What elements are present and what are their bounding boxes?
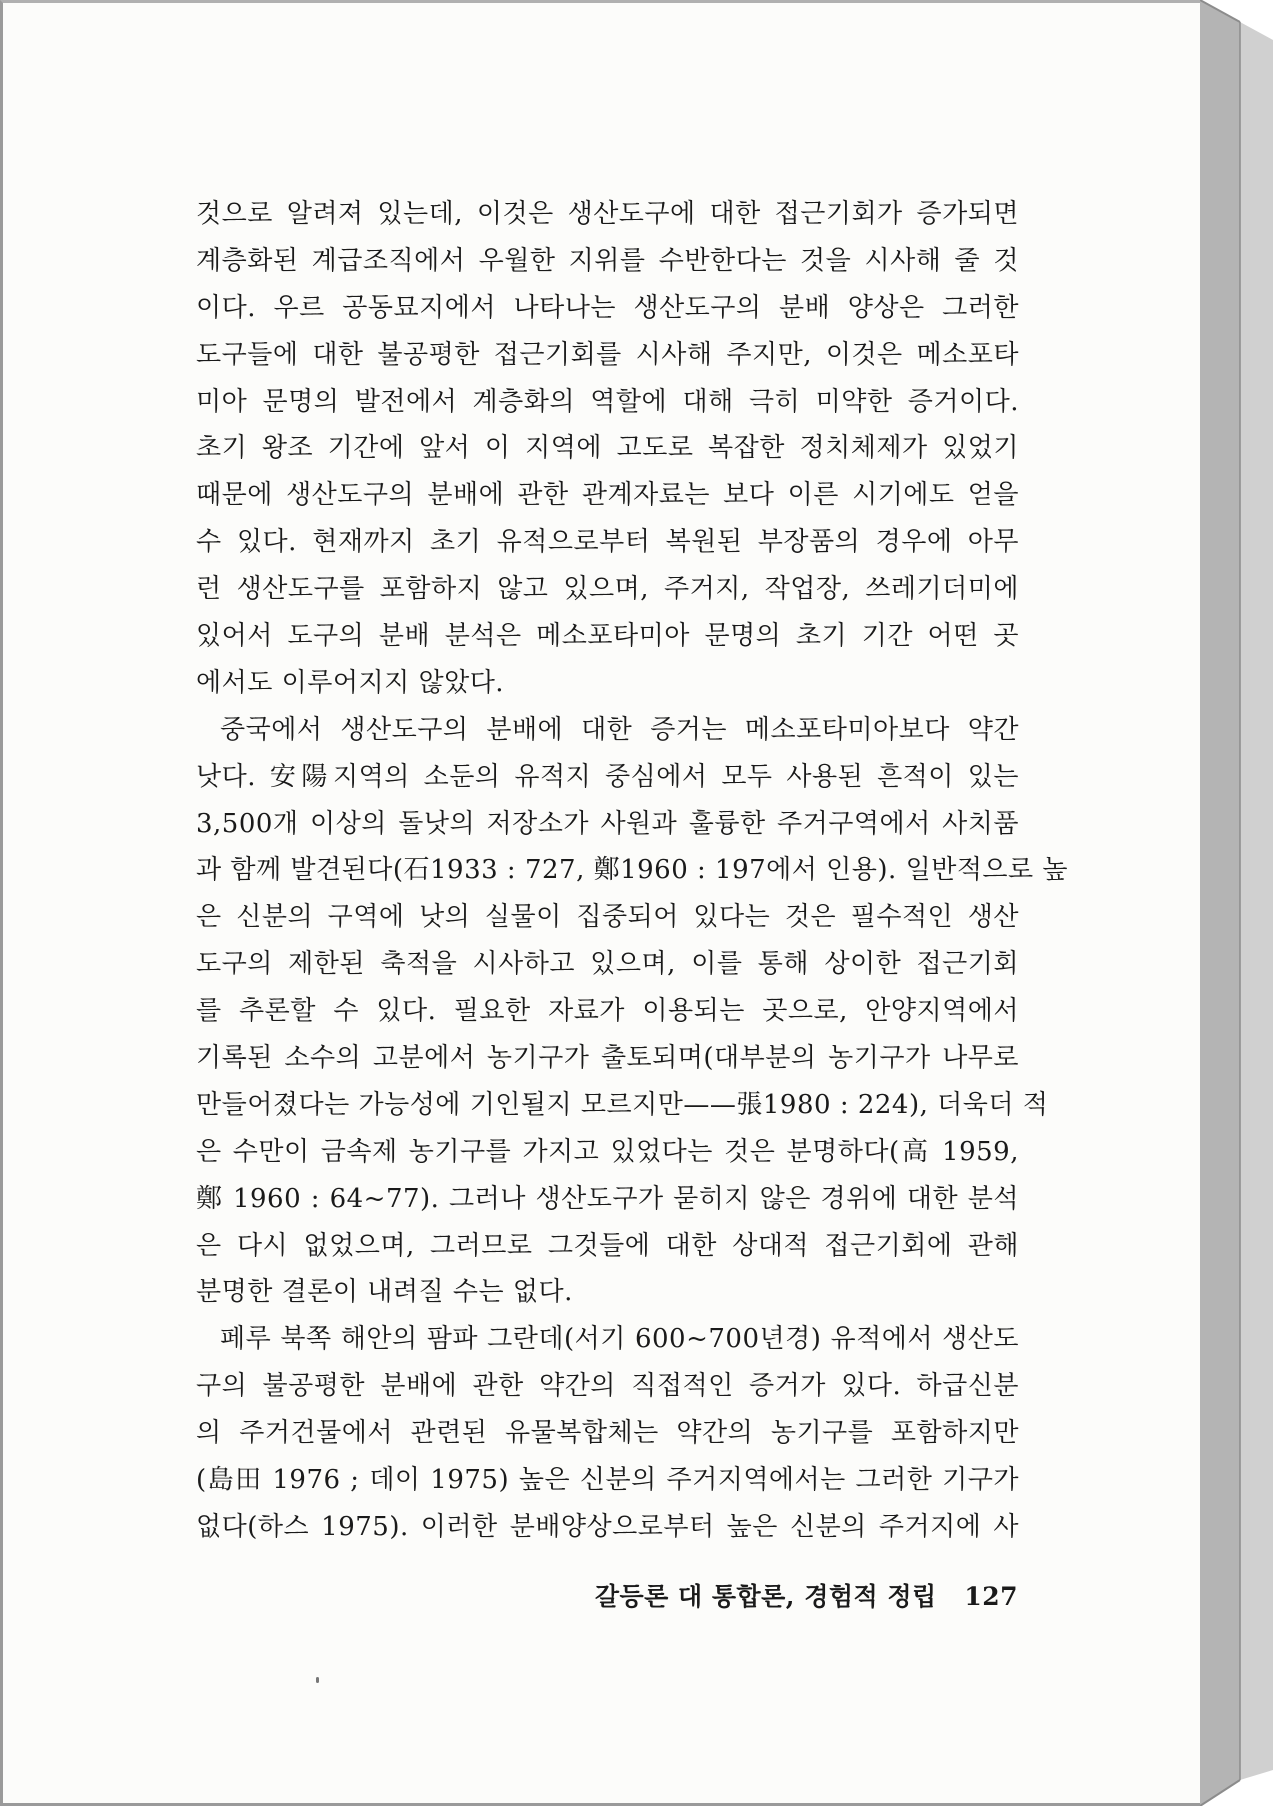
text-line: 의 주거건물에서 관련된 유물복합체는 약간의 농기구를 포함하지만 xyxy=(196,1418,1019,1449)
text-line: 초기 왕조 기간에 앞서 이 지역에 고도로 복잡한 정치체제가 있었기 xyxy=(196,433,1019,464)
text-line: 낫다. 安陽지역의 소둔의 유적지 중심에서 모두 사용된 흔적이 있는 xyxy=(196,761,1019,792)
text-line: 있어서 도구의 분배 분석은 메소포타미아 문명의 초기 기간 어떤 곳 xyxy=(196,621,1019,652)
text-line: 를 추론할 수 있다. 필요한 자료가 이용되는 곳으로, 안양지역에서 xyxy=(196,996,1019,1027)
text-line: 만들어졌다는 가능성에 기인될지 모르지만——張1980 : 224), 더욱더 적 xyxy=(196,1089,1049,1120)
text-line: 이다. 우르 공동묘지에서 나타나는 생산도구의 분배 양상은 그러한 xyxy=(196,292,1019,323)
text-line: 런 생산도구를 포함하지 않고 있으며, 주거지, 작업장, 쓰레기더미에 xyxy=(196,574,1019,605)
text-line: 도구들에 대한 불공평한 접근기회를 시사해 주지만, 이것은 메소포타 xyxy=(196,339,1019,370)
text-line: 것으로 알려져 있는데, 이것은 생산도구에 대한 접근기회가 증가되면 xyxy=(196,199,1019,229)
scan-speck xyxy=(316,1677,319,1683)
text-line: 분명한 결론이 내려질 수는 없다. xyxy=(196,1277,573,1308)
text-line: 미아 문명의 발전에서 계층화의 역할에 대해 극히 미약한 증거이다. xyxy=(196,386,1019,417)
text-line: (島田 1976 ; 데이 1975) 높은 신분의 주거지역에서는 그러한 기구가 xyxy=(196,1465,1019,1496)
page-number: 127 xyxy=(964,1582,1018,1611)
page-edge-shadow xyxy=(1200,0,1273,1806)
text-line: 구의 불공평한 분배에 관한 약간의 직접적인 증거가 있다. 하급신분 xyxy=(196,1371,1019,1402)
text-line: 때문에 생산도구의 분배에 관한 관계자료는 보다 이른 시기에도 얻을 xyxy=(196,480,1019,511)
text-line: 은 수만이 금속제 농기구를 가지고 있었다는 것은 분명하다(高 1959, xyxy=(196,1136,1019,1167)
text-line: 鄭 1960 : 64~77). 그러나 생산도구가 묻히지 않은 경위에 대한 분석 xyxy=(196,1183,1019,1214)
paragraph-start-line: 중국에서 생산도구의 분배에 대한 증거는 메소포타미아보다 약간 xyxy=(220,714,1019,745)
running-title: 갈등론 대 통합론, 경험적 정립 xyxy=(594,1582,937,1611)
text-line: 3,500개 이상의 돌낫의 저장소가 사원과 훌륭한 주거구역에서 사치품 xyxy=(196,808,1019,839)
text-line: 도구의 제한된 축적을 시사하고 있으며, 이를 통해 상이한 접근기회 xyxy=(196,949,1019,980)
body-text xyxy=(196,191,1069,1551)
text-line: 수 있다. 현재까지 초기 유적으로부터 복원된 부장품의 경우에 아무 xyxy=(196,527,1019,558)
text-line: 계층화된 계급조직에서 우월한 지위를 수반한다는 것을 시사해 줄 것 xyxy=(196,245,1019,276)
paragraph-start-line: 페루 북쪽 해안의 팜파 그란데(서기 600~700년경) 유적에서 생산도 xyxy=(220,1324,1019,1355)
text-line: 없다(하스 1975). 이러한 분배양상으로부터 높은 신분의 주거지에 사 xyxy=(196,1511,1019,1542)
text-line: 은 다시 없었으며, 그러므로 그것들에 대한 상대적 접근기회에 관해 xyxy=(196,1230,1019,1261)
text-line: 기록된 소수의 고분에서 농기구가 출토되며(대부분의 농기구가 나무로 xyxy=(196,1043,1019,1074)
text-line: 은 신분의 구역에 낫의 실물이 집중되어 있다는 것은 필수적인 생산 xyxy=(196,902,1019,933)
text-line: 에서도 이루어지지 않았다. xyxy=(196,667,505,698)
page-footer xyxy=(595,1577,1018,1613)
text-line: 과 함께 발견된다(石1933 : 727, 鄭1960 : 197에서 인용). 일반적으로 높 xyxy=(196,855,1069,886)
